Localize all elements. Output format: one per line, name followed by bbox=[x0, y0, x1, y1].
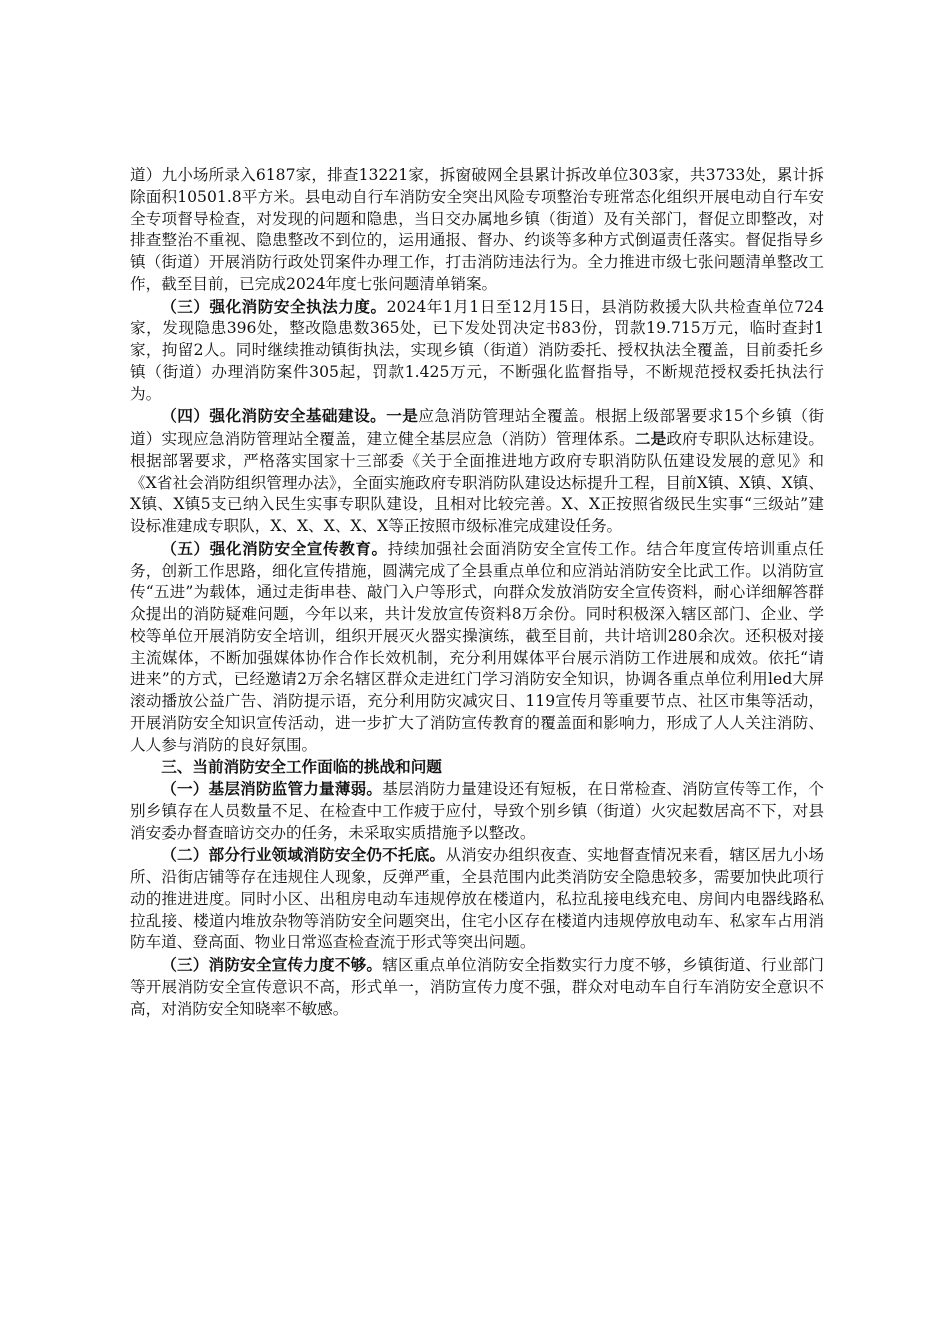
document-body bbox=[130, 165, 824, 1020]
paragraph-heading: （二）部分行业领域消防安全仍不托底。 bbox=[161, 845, 446, 865]
paragraph-text: 持续加强社会面消防安全宣传工作。结合年度宣传培训重点任务，创新工作思路，细化宣传措施，圆满完成了全县重点单位和应消站消防安全比武工作。以消防宣传“五进”为载体，通过走街串巷、敲门入户等形式，向群众发放消防安全宣传资料，耐心详细解答群众提出的消防疑难问题，今年以来，共计发放宣传资料8万余份。同时积极深入辖区部门、企业、学校等单位开展消防安全培训，组织开展灭火器实操演练，截至目前，共计培训280余次。还积极对接主流媒体，不断加强媒体协作合作长效机制，充分利用媒体平台展示消防工作进展和成效。依托“请进来”的方式，已经邀请2万余名辖区群众走进红门学习消防安全知识，协调各重点单位利用led大屏滚动播放公益广告、消防提示语，充分利用防灾减灾日、119宣传月等重要节点、社区市集等活动，开展消防安全知识宣传活动，进一步扩大了消防宣传教育的覆盖面和影响力，形成了人人关注消防、人人参与消防的良好氛围。 bbox=[130, 539, 824, 754]
paragraph-grassroots bbox=[130, 778, 824, 844]
paragraph-infrastructure bbox=[130, 405, 824, 538]
paragraph-publicity bbox=[130, 538, 824, 757]
paragraph-text: 应急消防管理站全覆盖。根据上级部署要求15个乡镇（街道）实现应急消防管理站全覆盖，建立健全基层应急（消防）管理体系。 bbox=[130, 407, 824, 448]
paragraph-heading: （三）消防安全宣传力度不够。 bbox=[161, 955, 383, 974]
paragraph-lead: 一是 bbox=[386, 406, 419, 426]
paragraph-text: 政府专职队达标建设。根据部署要求，严格落实国家十三部委《关于全面推进地方政府专职消防队伍建设发展的意见》和《X省社会消防组织管理办法》，全面实施政府专职消防队建设达标提升工程，目前X镇、X镇、X镇、X镇、X镇5支已纳入民生实事专职队建设，且相对比较完善。X、X正按照省级民生实事“三级站”建设标准建成专职队，X、X、X、X、X等正按照市级标准完成建设任务。 bbox=[130, 430, 824, 535]
section-title: 三、当前消防安全工作面临的挑战和问题 bbox=[161, 757, 442, 777]
paragraph-awareness bbox=[130, 954, 824, 1020]
paragraph-text: 辖区重点单位消防安全指数实行力度不够，乡镇街道、行业部门等开展消防安全宣传意识不高，形式单一，消防宣传力度不强，群众对电动车自行车消防安全意识不高，对消防安全知晓率不敏感。 bbox=[130, 956, 824, 1018]
paragraph-heading: （一）基层消防监管力量薄弱。 bbox=[161, 779, 383, 798]
paragraph-industry bbox=[130, 844, 824, 954]
paragraph-text: 从消安办组织夜查、实地督查情况来看，辖区居九小场所、沿街店铺等存在违规住人现象，反弹严重，全县范围内此类消防安全隐患较多，需要加快此项行动的推进进度。同时小区、出租房电动车违规停放在楼道内，私拉乱接电线充电、房间内电器线路私拉乱接、楼道内堆放杂物等消防安全问题突出，住宅小区存在楼道内违规停放电动车、私家车占用消防车道、登高面、物业日常巡查检查流于形式等突出问题。 bbox=[130, 846, 824, 952]
paragraph-text: 基层消防力量建设还有短板，在日常检查、消防宣传等工作，个别乡镇存在人员数量不足、在检查中工作疲于应付，导致个别乡镇（街道）火灾起数居高不下，对县消安委办督查暗访交办的任务，未采取实质措施予以整改。 bbox=[130, 780, 824, 842]
paragraph-enforcement bbox=[130, 296, 824, 406]
paragraph-heading: （四）强化消防安全基础建设。 bbox=[161, 406, 387, 426]
paragraph-heading: （五）强化消防安全宣传教育。 bbox=[161, 538, 388, 558]
paragraph-text: 2024年1月1日至12月15日，县消防救援大队共检查单位724家，发现隐患396处，整改隐患数365处，已下发处罚决定书83份，罚款19.715万元，临时查封1家，拘留2人。同时继续推动镇街执法，实现乡镇（街道）消防委托、授权执法全覆盖，目前委托乡镇（街道）办理消防案件305起，罚款1.425万元，不断强化监督指导，不断规范授权委托执法行为。 bbox=[130, 297, 824, 403]
paragraph-lead: 二是 bbox=[634, 429, 667, 448]
paragraph-heading: （三）强化消防安全执法力度。 bbox=[161, 296, 387, 316]
paragraph-continuation: 道）九小场所录入6187家，排查13221家，拆窗破网全县累计拆改单位303家，共3733处，累计拆除面积10501.8平方米。县电动自行车消防安全突出风险专项整治专班常态化组织开展电动自行车安全专项督导检查，对发现的问题和隐患，当日交办属地乡镇（街道）及有关部门，督促立即整改，对排查整治不重视、隐患整改不到位的，运用通报、督办、约谈等多种方式倒逼责任落实。督促指导乡镇（街道）开展消防行政处罚案件办理工作，打击消防违法行为。全力推进市级七张问题清单整改工作，截至目前，已完成2024年度七张问题清单销案。 bbox=[130, 166, 824, 293]
